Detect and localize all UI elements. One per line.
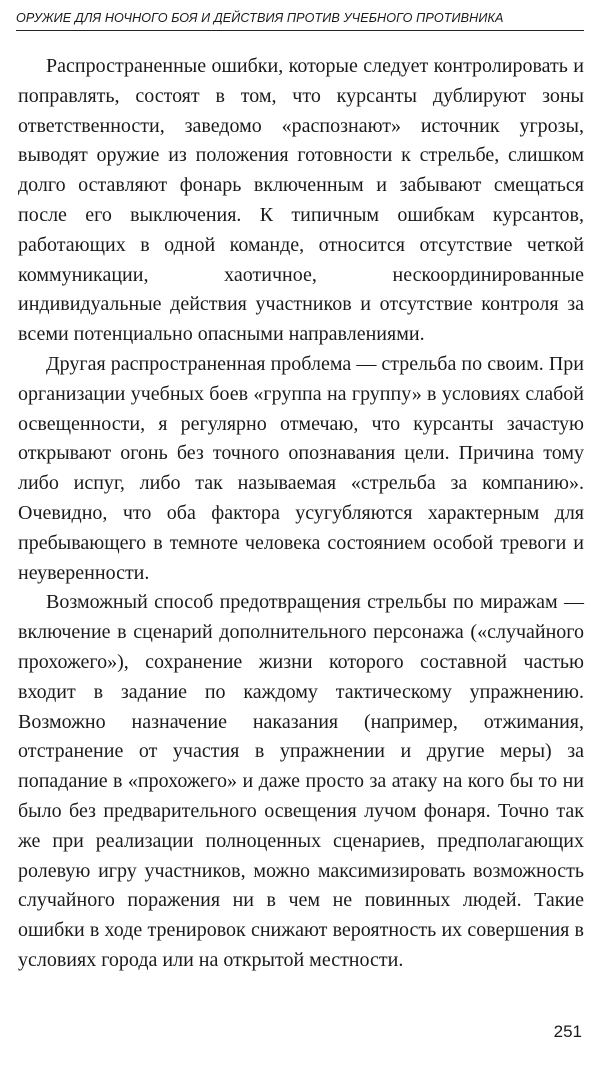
page-number: 251 (553, 1022, 582, 1041)
running-header: ОРУЖИЕ ДЛЯ НОЧНОГО БОЯ И ДЕЙСТВИЯ ПРОТИВ УЧЕБНОГО ПРОТИВНИКА (16, 11, 504, 25)
paragraph-1: Распространенные ошибки, которые следует контролировать и поправлять, состоят в том, что курсанты дублируют зоны ответственности, заведомо «распознают» источник угрозы, выводят оружие из положения готовности к стрельбе, слишком долго оставляют фонарь включенным и забывают смещаться после его выключения. К типичным ошибкам курсантов, работающих в одной команде, относится отсутствие четкой коммуникации, хаотичное, нескоординированные индивидуальные действия участников и отсутствие контроля за всеми потенциально опасными направлениями. (18, 55, 584, 346)
header-rule (16, 30, 584, 31)
paragraph-2: Другая распространенная проблема — стрельба по своим. При организации учебных боев «группа на группу» в условиях слабой освещенности, я регулярно отмечаю, что курсанты зачастую открывают огонь без точного опознавания цели. Причина тому либо испуг, либо так называемая «стрельба за компанию». Очевидно, что оба фактора усугубляются характерным для пребывающего в темноте человека состоянием особой тревоги и неуверенности. (18, 352, 584, 584)
body-text (18, 52, 584, 976)
paragraph-3: Возможный способ предотвращения стрельбы по миражам — включение в сценарий дополнительного персонажа («случайного прохожего»), сохранение жизни которого составной частью входит в задание по каждому тактическому упражнению. Возможно назначение наказания (например, отжимания, отстранение от участия в упражнении и другие меры) за попадание в «прохожего» и даже просто за атаку на кого бы то ни было без предварительного освещения лучом фонаря. Точно так же при реализации полноценных сценариев, предполагающих ролевую игру участников, можно максимизировать возможность случайного поражения ни в чем не повинных людей. Такие ошибки в ходе тренировок снижают вероятность их совершения в условиях города или на открытой местности. (18, 591, 584, 971)
